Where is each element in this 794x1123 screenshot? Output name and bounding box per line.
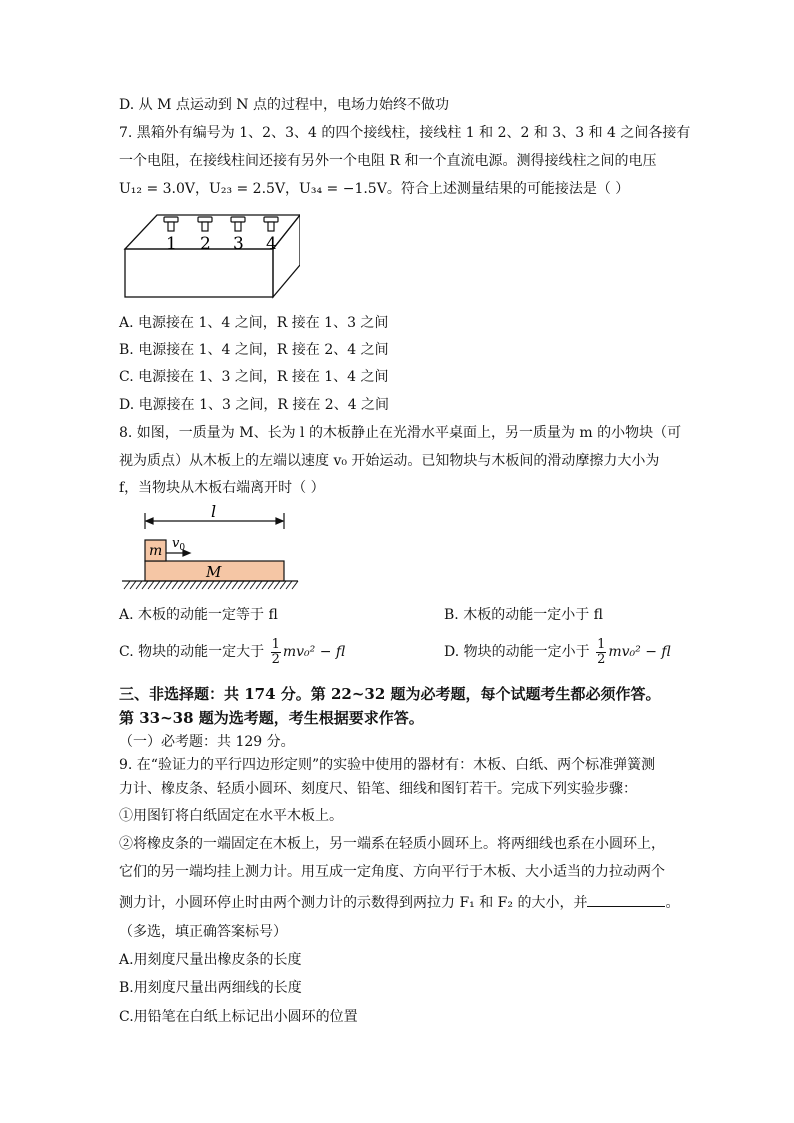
q8-option-d <box>444 635 671 669</box>
answer-blank[interactable] <box>587 892 665 907</box>
fraction-one-half: $\frac{1}{2}$ <box>597 636 606 667</box>
q7-stem-line1: 7. 黑箱外有编号为 1、2、3、4 的四个接线柱，接线柱 1 和 2、2 和 3、3 和 4 之间各接有 <box>119 125 691 141</box>
q8-option-c <box>119 635 345 669</box>
terminal-label-2: 2 <box>200 234 211 254</box>
q8-option-b: B. 木板的动能一定小于 fl <box>444 607 603 623</box>
terminal-label-4: 4 <box>266 234 277 254</box>
fraction-one-half: $\frac{1}{2}$ <box>271 636 280 667</box>
q8-option-c-prefix: C. 物块的动能一定大于 <box>119 644 265 660</box>
table-hatching <box>124 581 298 589</box>
q7-option-a: A. 电源接在 1、4 之间，R 接在 1、3 之间 <box>119 315 389 331</box>
section3-subheading: （一）必考题：共 129 分。 <box>119 734 295 750</box>
q9-note: （多选，填正确答案标号） <box>119 924 287 940</box>
q8-stem-line3: f，当物块从木板右端离开时（ ） <box>119 480 325 496</box>
q9-line2: 力计、橡皮条、轻质小圆环、刻度尺、铅笔、细线和图钉若干。完成下列实验步骤： <box>119 781 637 797</box>
terminal-posts <box>164 217 278 231</box>
q9-option-a: A.用刻度尺量出橡皮条的长度 <box>119 952 302 968</box>
q9-line1: 9. 在“验证力的平行四边形定则”的实验中使用的器材有：木板、白纸、两个标准弹簧测 <box>119 757 656 773</box>
black-box-figure <box>120 207 300 303</box>
block-label: m <box>149 543 163 559</box>
q8-option-c-expression: mv₀² − fl <box>282 644 346 660</box>
q8-option-d-prefix: D. 物块的动能一定小于 <box>444 644 590 660</box>
q7-option-d: D. 电源接在 1、3 之间，R 接在 2、4 之间 <box>119 397 390 413</box>
q8-option-d-expression: mv₀² − fl <box>608 644 671 660</box>
board-label: M <box>206 563 222 581</box>
q7-option-b: B. 电源接在 1、4 之间，R 接在 2、4 之间 <box>119 342 389 358</box>
q7-stem-line2: 一个电阻，在接线柱间还接有另外一个电阻 R 和一个直流电源。测得接线柱之间的电压 <box>119 153 657 169</box>
q9-step2-line1: ②将橡皮条的一端固定在木板上，另一端系在轻质小圆环上。将两细线也系在小圆环上， <box>119 836 665 852</box>
q6-option-d: D. 从 M 点运动到 N 点的过程中，电场力始终不做功 <box>119 97 450 113</box>
section3-heading-line2: 第 33~38 题为选考题，考生根据要求作答。 <box>119 709 424 727</box>
board-block-figure <box>120 503 300 595</box>
q8-stem-line1: 8. 如图，一质量为 M、长为 l 的木板静止在光滑水平桌面上，另一质量为 m 的小物块（可 <box>119 425 682 441</box>
q9-step1: ①用图钉将白纸固定在水平木板上。 <box>119 808 343 824</box>
length-label: l <box>211 503 217 521</box>
q8-option-a: A. 木板的动能一定等于 fl <box>119 607 278 623</box>
q9-option-b: B.用刻度尺量出两细线的长度 <box>119 980 302 996</box>
q9-step2-line3: 测力计，小圆环停止时由两个测力计的示数得到两拉力 F₁ 和 F₂ 的大小，并 。 <box>119 892 679 913</box>
terminal-label-3: 3 <box>233 234 244 254</box>
q9-step2-line2: 它们的另一端均挂上测力计。用互成一定角度、方向平行于木板、大小适当的力拉动两个 <box>119 864 665 880</box>
q9-option-c: C.用铅笔在白纸上标记出小圆环的位置 <box>119 1009 358 1025</box>
q7-option-c: C. 电源接在 1、3 之间，R 接在 1、4 之间 <box>119 369 389 385</box>
q7-stem-line3: U₁₂ = 3.0V，U₂₃ = 2.5V，U₃₄ = −1.5V。符合上述测量结果的可能接法是（ ） <box>119 181 630 197</box>
terminal-label-1: 1 <box>166 234 177 254</box>
section3-heading-line1: 三、非选择题：共 174 分。第 22~32 题为必考题，每个试题考生都必须作答。 <box>119 685 661 703</box>
velocity-label: $v_0$ <box>172 536 186 553</box>
q8-stem-line2: 视为质点）从木板上的左端以速度 v₀ 开始运动。已知物块与木板间的滑动摩擦力大小为 <box>119 453 660 469</box>
